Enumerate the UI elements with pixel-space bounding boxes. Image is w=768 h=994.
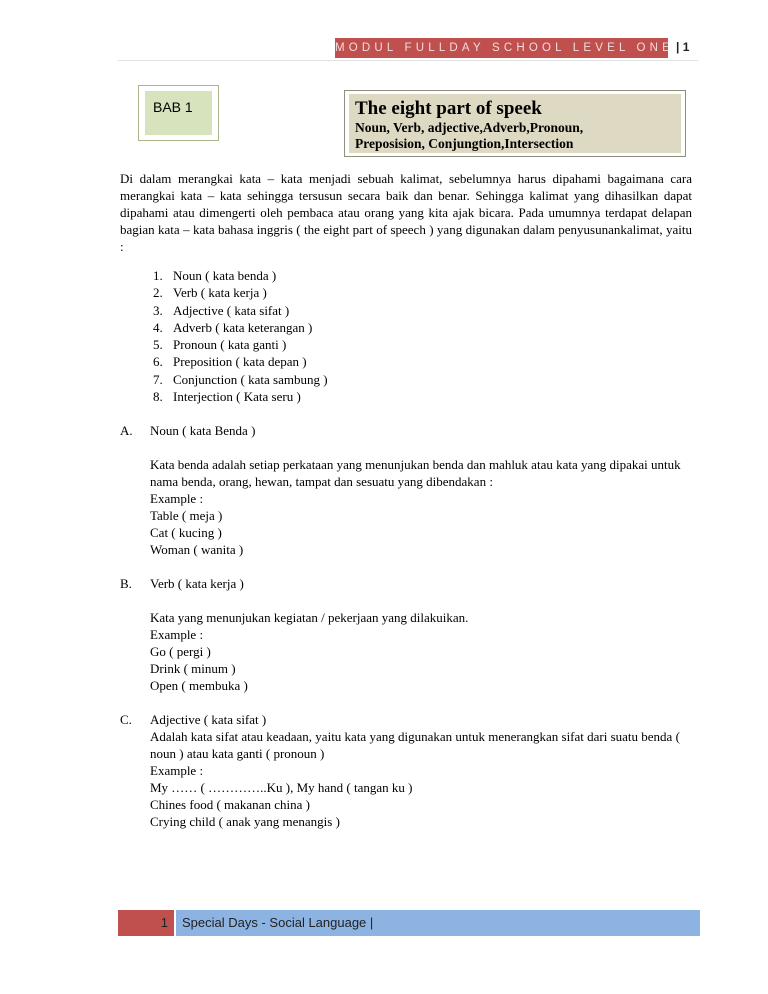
example-label: Example : [150,627,204,643]
section-description: Adalah kata sifat atau keadaan, yaitu kata yang digunakan untuk menerangkan sifat dari suatu benda ( noun ) atau kata ganti ( pronoun ) [150,729,680,762]
chapter-box [138,85,219,141]
intro-paragraph: Di dalam merangkai kata – kata menjadi sebuah kalimat, sebelumnya harus dipahami bagaimana cara merangkai kata – kata sehingga tersusun secara baik dan benar. Sehingga kalimat yang dihasilkan dapat dipahami atau dimengerti oleh pembaca atau orang yang kita ajak bicara. Pada umumnya terdapat delapan bagian kata – kata bahasa inggris ( the eight part of speech ) yang digunakan dalam penyusunankalimat, yaitu : [120,171,692,254]
list-item [120,353,692,370]
list-item [120,267,692,284]
document-body [120,170,692,830]
parts-of-speech-list [120,267,692,405]
list-number: 3. [153,302,163,318]
section-title: Noun ( kata Benda ) [150,423,256,439]
chapter-title: The eight part of speek [355,98,542,119]
example-item: Chines food ( makanan china ) [150,797,310,813]
section-body [120,456,692,558]
section-description: Kata benda adalah setiap perkataan yang menunjukan benda dan mahluk atau kata yang dipakai untuk nama benda, orang, hewan, tampat dan sesuatu yang dibendakan : [150,457,681,490]
chapter-label: BAB 1 [145,91,212,135]
section-letter: B. [120,576,132,592]
list-text: Noun ( kata benda ) [173,268,277,283]
list-text: Adjective ( kata sifat ) [173,302,290,318]
list-item [120,336,692,353]
list-number: 4. [153,319,163,335]
list-item [120,319,692,336]
list-number: 7. [153,371,163,387]
title-box-inner [349,94,681,153]
list-item [120,371,692,388]
header-band [335,38,675,58]
section-letter: C. [120,712,132,728]
footer-text: Special Days - Social Language | [176,910,700,936]
list-item [120,302,692,319]
example-item: My …… ( …………..Ku ), My hand ( tangan ku ) [150,780,413,796]
list-number: 1. [153,268,163,283]
list-number: 8. [153,389,163,405]
section-letter: A. [120,423,133,439]
section-verb [120,575,692,694]
section-adjective [120,711,692,830]
list-number: 5. [153,337,163,353]
list-number: 2. [153,285,163,301]
section-body [120,609,692,694]
list-text: Pronoun ( kata ganti ) [173,337,287,353]
example-item: Go ( pergi ) [150,644,211,660]
list-text: Verb ( kata kerja ) [173,285,267,301]
header-divider [118,60,698,61]
example-item: Table ( meja ) [150,508,223,524]
section-heading [120,575,692,592]
example-item: Open ( membuka ) [150,678,248,694]
list-text: Adverb ( kata keterangan ) [173,319,313,335]
example-item: Crying child ( anak yang menangis ) [150,814,340,830]
title-box [344,90,686,157]
section-heading [120,711,692,728]
example-item: Cat ( kucing ) [150,525,222,541]
section-heading [120,422,692,439]
section-body [120,728,692,830]
chapter-subtitle-line1: Noun, Verb, adjective,Adverb,Pronoun, [355,120,584,135]
list-text: Conjunction ( kata sambung ) [173,371,328,387]
section-title: Adjective ( kata sifat ) [150,712,267,728]
list-item [120,388,692,405]
section-description: Kata yang menunjukan kegiatan / pekerjaan yang dilakuikan. [150,610,469,626]
list-number: 6. [153,354,163,370]
header-title: MODUL FULLDAY SCHOOL LEVEL ONE [335,42,675,54]
footer-page-number: 1 [118,910,174,936]
list-text: Preposition ( kata depan ) [173,354,307,370]
example-item: Drink ( minum ) [150,661,236,677]
section-noun [120,422,692,558]
example-item: Woman ( wanita ) [150,542,244,558]
example-label: Example : [150,491,204,507]
list-item [120,284,692,301]
header-page-number: | 1 [676,40,690,54]
chapter-subtitle-line2: Preposision, Conjungtion,Intersection [355,136,574,151]
list-text: Interjection ( Kata seru ) [173,389,301,405]
section-title: Verb ( kata kerja ) [150,576,244,592]
example-label: Example : [150,763,204,779]
